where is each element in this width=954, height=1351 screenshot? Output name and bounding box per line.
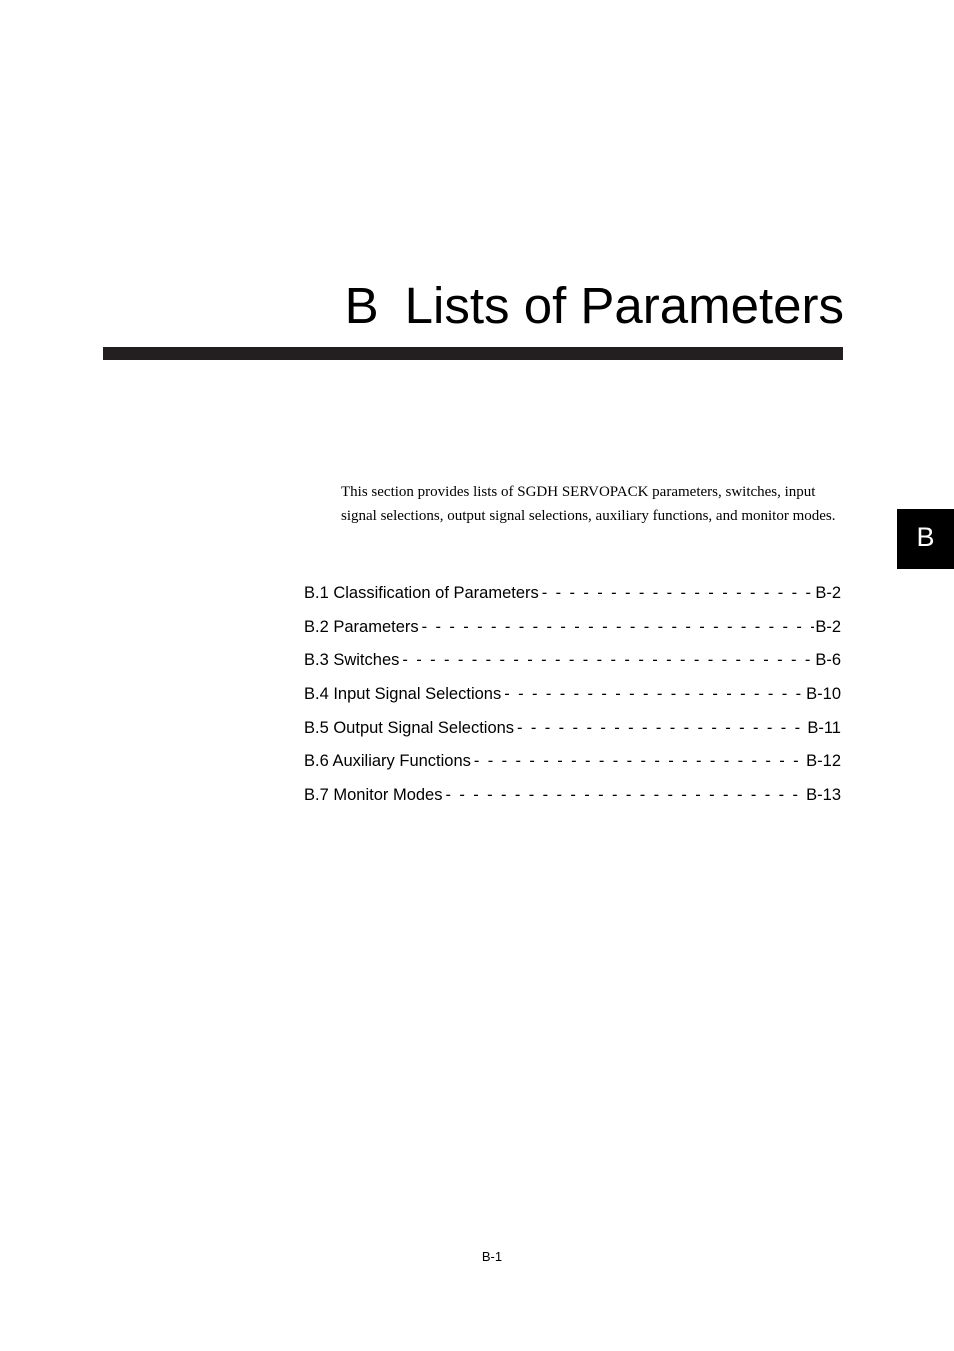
toc-entry-label: B.6 Auxiliary Functions (304, 752, 471, 771)
table-of-contents (304, 580, 841, 816)
toc-entry-b7[interactable] (304, 782, 841, 816)
toc-entry-label: B.3 Switches (304, 651, 400, 670)
toc-dot-leader (504, 681, 805, 707)
toc-dot-leader (402, 647, 814, 673)
toc-dot-leader (474, 748, 805, 774)
toc-entry-label: B.7 Monitor Modes (304, 786, 443, 805)
toc-entry-label: B.1 Classification of Parameters (304, 584, 539, 602)
page-number: B-1 (481, 1249, 503, 1264)
toc-dot-leader (422, 614, 815, 640)
title-rule (103, 347, 843, 360)
chapter-title-text: Lists of Parameters (404, 277, 844, 334)
toc-entry-b2[interactable] (304, 614, 841, 648)
toc-entry-page: B-6 (815, 651, 841, 670)
toc-entry-b5[interactable] (304, 715, 841, 749)
toc-entry-page: B-10 (806, 685, 841, 704)
toc-entry-page: B-2 (815, 584, 841, 602)
toc-entry-page: B-2 (815, 617, 841, 636)
toc-entry-b1[interactable] (304, 580, 841, 614)
toc-entry-label: B.5 Output Signal Selections (304, 718, 515, 737)
chapter-title (345, 276, 844, 336)
intro-paragraph: This section provides lists of SGDH SERVOPACK parameters, switches, input signal selections, output signal selections, auxiliary functions, and monitor modes. (341, 484, 836, 524)
toc-entry-label: B.2 Parameters (304, 617, 419, 636)
toc-entry-label: B.4 Input Signal Selections (304, 685, 502, 704)
toc-entry-page: B-13 (806, 786, 841, 805)
toc-entry-page: B-11 (807, 718, 841, 737)
chapter-side-tab (897, 509, 954, 569)
chapter-letter: B (344, 277, 379, 334)
toc-entry-b6[interactable] (304, 748, 841, 782)
toc-dot-leader (517, 715, 806, 741)
toc-dot-leader (542, 580, 815, 606)
toc-entry-b3[interactable] (304, 647, 841, 681)
side-tab-label: B (916, 522, 935, 552)
toc-entry-page: B-12 (806, 752, 841, 771)
toc-dot-leader (445, 782, 805, 808)
toc-entry-b4[interactable] (304, 681, 841, 715)
